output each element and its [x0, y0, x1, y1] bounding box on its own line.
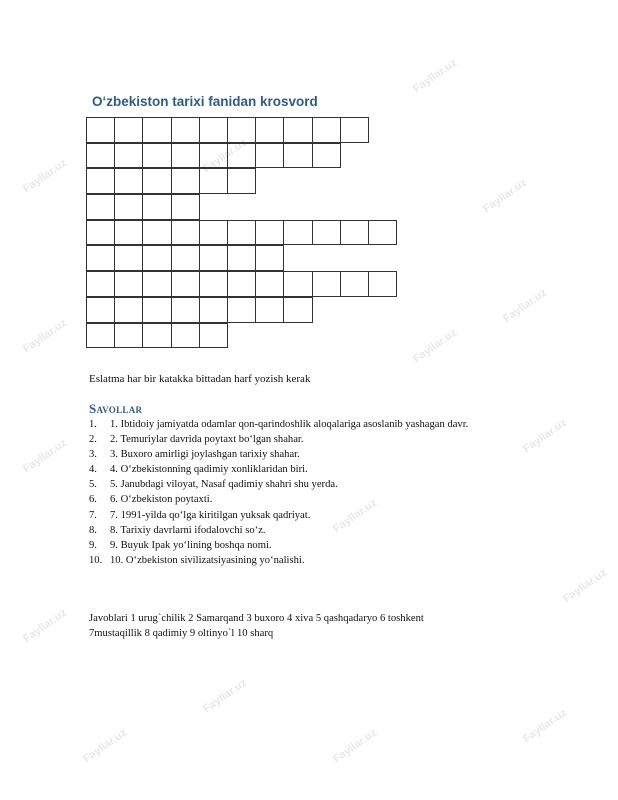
crossword-cell[interactable]: [114, 323, 143, 349]
watermark-text: Fayllar.uz: [21, 156, 70, 196]
crossword-cell[interactable]: [86, 323, 115, 349]
crossword-cell[interactable]: [171, 323, 200, 349]
crossword-cell[interactable]: [142, 297, 171, 323]
crossword-cell[interactable]: [199, 245, 228, 271]
watermark-text: Fayllar.uz: [501, 286, 550, 326]
question-item: [89, 432, 468, 447]
crossword-cell[interactable]: [227, 245, 256, 271]
question-number: 4.: [89, 464, 97, 476]
question-number: 6.: [89, 494, 97, 506]
question-text: 6. O‘zbekiston poytaxti.: [110, 494, 213, 506]
crossword-cell[interactable]: [86, 194, 115, 220]
crossword-cell[interactable]: [171, 220, 200, 246]
crossword-row: [86, 168, 396, 194]
crossword-cell[interactable]: [340, 271, 369, 297]
crossword-cell[interactable]: [368, 271, 397, 297]
crossword-cell[interactable]: [199, 117, 228, 143]
crossword-cell[interactable]: [114, 245, 143, 271]
crossword-cell[interactable]: [114, 117, 143, 143]
crossword-row: [86, 271, 396, 297]
crossword-cell[interactable]: [340, 220, 369, 246]
crossword-cell[interactable]: [171, 245, 200, 271]
crossword-cell[interactable]: [255, 117, 284, 143]
crossword-cell[interactable]: [283, 143, 312, 169]
crossword-row: [86, 323, 396, 349]
watermark-text: Fayllar.uz: [21, 436, 70, 476]
crossword-cell[interactable]: [114, 297, 143, 323]
crossword-cell[interactable]: [227, 168, 256, 194]
watermark-text: Fayllar.uz: [561, 566, 610, 606]
question-item: [89, 492, 468, 507]
crossword-cell[interactable]: [114, 143, 143, 169]
questions-heading: Savollar: [89, 401, 143, 416]
crossword-cell[interactable]: [86, 143, 115, 169]
crossword-cell[interactable]: [142, 323, 171, 349]
crossword-cell[interactable]: [142, 220, 171, 246]
watermark-text: Fayllar.uz: [201, 676, 250, 716]
questions-list: [89, 417, 468, 568]
question-number: 2.: [89, 434, 97, 446]
watermark-text: Fayllar.uz: [521, 706, 570, 746]
crossword-cell[interactable]: [283, 117, 312, 143]
crossword-cell[interactable]: [142, 245, 171, 271]
question-item: [89, 523, 468, 538]
crossword-cell[interactable]: [171, 117, 200, 143]
crossword-cell[interactable]: [199, 323, 228, 349]
watermark-text: Fayllar.uz: [411, 56, 460, 96]
crossword-cell[interactable]: [227, 297, 256, 323]
question-number: 7.: [89, 509, 97, 521]
crossword-cell[interactable]: [171, 194, 200, 220]
crossword-cell[interactable]: [312, 143, 341, 169]
crossword-cell[interactable]: [255, 143, 284, 169]
question-text: 3. Buxoro amirligi joylashgan tarixiy shahar.: [110, 449, 300, 461]
crossword-cell[interactable]: [142, 194, 171, 220]
crossword-cell[interactable]: [368, 220, 397, 246]
crossword-cell[interactable]: [142, 168, 171, 194]
watermark-text: Fayllar.uz: [521, 416, 570, 456]
crossword-cell[interactable]: [86, 220, 115, 246]
crossword-cell[interactable]: [255, 297, 284, 323]
question-text: 5. Janubdagi viloyat, Nasaf qadimiy shahri shu yerda.: [110, 479, 338, 491]
crossword-row: [86, 245, 396, 271]
crossword-cell[interactable]: [283, 271, 312, 297]
question-text: 10. O‘zbekiston sivilizatsiyasining yo‘nalishi.: [110, 554, 305, 566]
crossword-cell[interactable]: [255, 245, 284, 271]
question-text: 7. 1991-yilda qo‘lga kiritilgan yuksak qadriyat.: [110, 509, 311, 521]
crossword-row: [86, 220, 396, 246]
answers-block: [89, 611, 527, 641]
crossword-cell[interactable]: [199, 168, 228, 194]
watermark-text: Fayllar.uz: [81, 726, 130, 766]
question-number: 8.: [89, 524, 97, 536]
crossword-cell[interactable]: [114, 220, 143, 246]
crossword-cell[interactable]: [114, 271, 143, 297]
crossword-cell[interactable]: [142, 143, 171, 169]
watermark-text: Fayllar.uz: [331, 496, 380, 536]
answers-line: 7mustaqillik 8 qadimiy 9 oltinyo`l 10 sharq: [89, 628, 274, 639]
question-number: 1.: [89, 419, 97, 430]
watermark-text: Fayllar.uz: [21, 316, 70, 356]
question-text: 8. Tarixiy davrlarni ifodalovchi so‘z.: [110, 524, 266, 536]
crossword-cell[interactable]: [227, 271, 256, 297]
watermark-text: Fayllar.uz: [331, 726, 380, 766]
crossword-cell[interactable]: [199, 143, 228, 169]
crossword-cell[interactable]: [199, 220, 228, 246]
crossword-cell[interactable]: [171, 143, 200, 169]
question-item: [89, 477, 468, 492]
crossword-cell[interactable]: [340, 117, 369, 143]
crossword-cell[interactable]: [199, 271, 228, 297]
question-number: 3.: [89, 449, 97, 461]
watermark-text: Fayllar.uz: [21, 606, 70, 646]
crossword-cell[interactable]: [142, 117, 171, 143]
answers-line: Javoblari 1 urug`chilik 2 Samarqand 3 buxoro 4 xiva 5 qashqadaryo 6 toshkent: [89, 613, 424, 624]
crossword-cell[interactable]: [86, 117, 115, 143]
crossword-row: [86, 297, 396, 323]
question-number: 9.: [89, 539, 97, 551]
crossword-cell[interactable]: [227, 220, 256, 246]
question-item: [89, 553, 468, 568]
question-text: 4. O‘zbekistonning qadimiy xonliklaridan biri.: [110, 464, 308, 476]
crossword-cell[interactable]: [312, 117, 341, 143]
crossword-cell[interactable]: [171, 271, 200, 297]
question-text: 1. Ibtidoiy jamiyatda odamlar qon-qarindoshlik aloqalariga asoslanib yashagan davr.: [110, 419, 469, 430]
crossword-cell[interactable]: [199, 297, 228, 323]
crossword-cell[interactable]: [283, 220, 312, 246]
crossword-cell[interactable]: [227, 143, 256, 169]
crossword-cell[interactable]: [255, 220, 284, 246]
question-item: [89, 508, 468, 523]
page-title: O‘zbekiston tarixi fanidan krosvord: [92, 94, 318, 109]
question-number: 5.: [89, 479, 97, 491]
question-item: [89, 538, 468, 553]
question-text: 2. Temuriylar davrida poytaxt bo‘lgan shahar.: [110, 434, 304, 446]
crossword-cell[interactable]: [86, 271, 115, 297]
crossword-cell[interactable]: [86, 245, 115, 271]
watermark-text: Fayllar.uz: [201, 136, 250, 176]
question-text: 9. Buyuk Ipak yo‘lining boshqa nomi.: [110, 539, 272, 551]
watermark-text: Fayllar.uz: [481, 176, 530, 216]
question-item: [89, 462, 468, 477]
crossword-cell[interactable]: [86, 297, 115, 323]
crossword-grid: [86, 117, 396, 348]
crossword-cell[interactable]: [171, 297, 200, 323]
crossword-cell[interactable]: [227, 117, 256, 143]
crossword-cell[interactable]: [142, 271, 171, 297]
question-number: 10.: [89, 554, 103, 566]
crossword-cell[interactable]: [312, 271, 341, 297]
crossword-cell[interactable]: [114, 168, 143, 194]
crossword-cell[interactable]: [171, 168, 200, 194]
crossword-note: Eslatma har bir katakka bittadan harf yozish kerak: [89, 373, 311, 385]
crossword-cell[interactable]: [312, 220, 341, 246]
question-item: [89, 447, 468, 462]
crossword-row: [86, 194, 396, 220]
crossword-cell[interactable]: [255, 271, 284, 297]
crossword-cell[interactable]: [114, 194, 143, 220]
question-item: [89, 417, 468, 432]
crossword-cell[interactable]: [283, 297, 312, 323]
crossword-row: [86, 117, 396, 143]
crossword-cell[interactable]: [86, 168, 115, 194]
watermark-text: Fayllar.uz: [411, 326, 460, 366]
crossword-row: [86, 143, 396, 169]
